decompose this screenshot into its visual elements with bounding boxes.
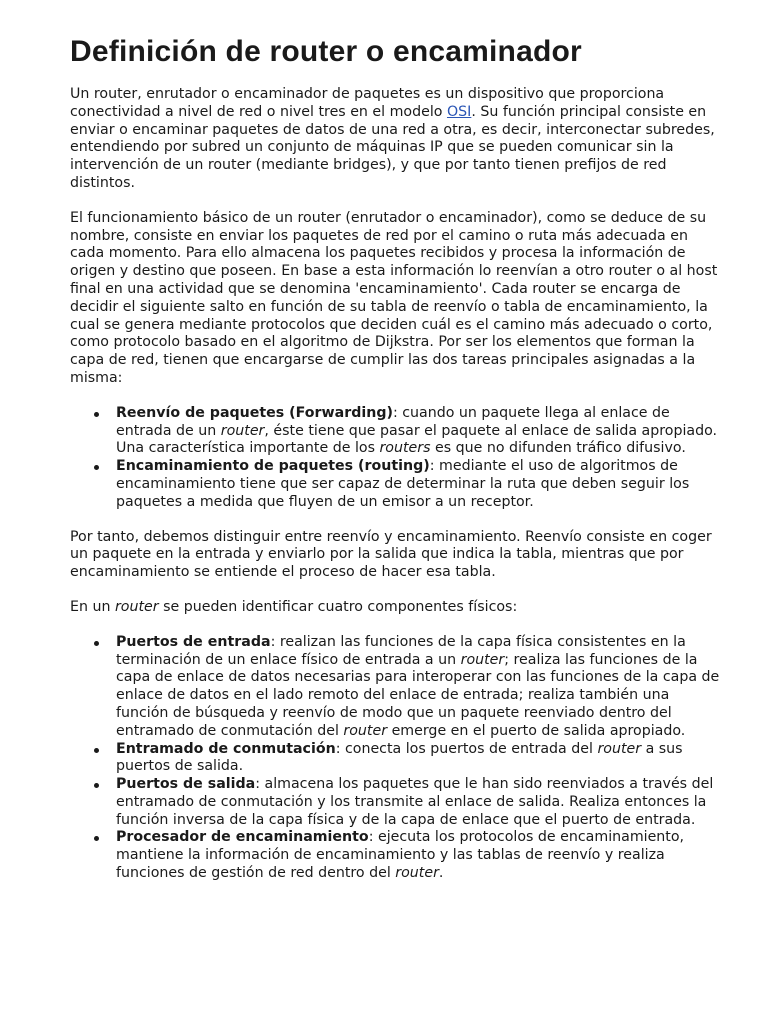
input-ports-text-2: ; realiza las funciones de la capa de enlace de datos necesarias para interoperar con las funciones de la capa de enlace de datos en el lado remoto del enlace de entrada; realiza también una función de búsqueda y reenvío de modo que un paquete reenviado dentro del entramado de conmutación del (116, 651, 720, 739)
list-item-switch-fabric (116, 741, 722, 777)
output-ports-text-1: : almacena los paquetes que le han sido reenviados a través del entramado de conmutación y los transmite al enlace de salida. Realiza entonces la función inversa de la capa física y de la capa de enlace que el puerto de entrada. (116, 776, 714, 828)
intro-text-before-link: Un router, enrutador o encaminador de paquetes es un dispositivo que proporciona conectividad a nivel de red o nivel tres en el modelo (70, 86, 665, 120)
input-ports-italic-1: router (460, 651, 505, 668)
input-ports-term: Puertos de entrada (116, 633, 271, 650)
list-item-output-ports (116, 776, 722, 829)
routing-text-1: : mediante el uso de algoritmos de encaminamiento tiene que ser capaz de determinar la ruta que deben seguir los paquetes a medida que fluyen de un emisor a un receptor. (116, 458, 690, 510)
list-item-routing-processor (116, 829, 722, 882)
routing-processor-italic-1: router (395, 865, 439, 882)
list-item-input-ports (116, 634, 722, 741)
forwarding-text-3: es que no difunden tráfico difusivo. (430, 440, 686, 457)
forwarding-term: Reenvío de paquetes (Forwarding) (116, 404, 393, 421)
page-title: Definición de router o encaminador (70, 35, 582, 68)
routing-processor-term: Procesador de encaminamiento (116, 829, 369, 846)
switch-fabric-text-2: a sus puertos de salida. (116, 740, 683, 775)
input-ports-text-3: emerge en el puerto de salida apropiado. (387, 722, 686, 739)
forwarding-text-2: , éste tiene que pasar el paquete al enlace de salida apropiado. Una característica importante de los (116, 422, 718, 457)
routing-term: Encaminamiento de paquetes (routing) (116, 458, 430, 475)
intro-text-after-link: . Su función principal consiste en enviar o encaminar paquetes de datos de una red a otra, es decir, interconectar subredes, entendiendo por subred un conjunto de máquinas IP que se pueden comunicar sin la intervención de un router (mediante bridges), y que por tanto tienen prefijos de red distintos. (70, 103, 715, 191)
components-intro-italic: router (114, 598, 159, 615)
forwarding-italic-1: router (220, 422, 265, 439)
list-item-forwarding (116, 405, 722, 458)
input-ports-text-1: : realizan las funciones de la capa física consistentes en la terminación de un enlace físico de entrada a un (116, 633, 686, 668)
routing-processor-text-1: : ejecuta los protocolos de encaminamiento, mantiene la información de encaminamiento y las tablas de reenvío y realiza funciones de gestión de red dentro del (116, 829, 685, 882)
forwarding-italic-2: routers (379, 440, 431, 457)
functioning-paragraph: El funcionamiento básico de un router (enrutador o encaminador), como se deduce de su nombre, consiste en enviar los paquetes de red por el camino o ruta más adecuada en cada momento. Para ello almacena los paquetes recibidos y procesa la información de origen y destino que poseen. En base a esta información lo reenvían a otro router o al host final en una actividad que se denomina 'encaminamiento'. Cada router se encarga de decidir el siguiente salto en función de su tabla de reenvío o tabla de encaminamiento, la cual se genera mediante protocolos que deciden cuál es el camino más adecuado o corto, como protocolo basado en el algoritmo de Dijkstra. Por ser los elementos que forman la capa de red, tienen que encargarse de cumplir las dos tareas principales asignadas a la misma: (70, 209, 718, 386)
tasks-list (70, 405, 722, 512)
switch-fabric-text-1: : conecta los puertos de entrada del (335, 740, 598, 757)
intro-paragraph (70, 86, 722, 193)
components-intro-text-2: se pueden identificar cuatro componentes físicos: (158, 598, 518, 615)
switch-fabric-term: Entramado de conmutación (116, 740, 336, 757)
document-page (70, 32, 722, 900)
components-intro-paragraph (70, 599, 722, 617)
routing-processor-text-2: . (438, 865, 444, 882)
forwarding-text-1: : cuando un paquete llega al enlace de entrada de un (116, 404, 670, 439)
components-intro-text-1: En un (70, 598, 115, 615)
input-ports-italic-2: router (343, 722, 388, 739)
distinguish-paragraph: Por tanto, debemos distinguir entre reenvío y encaminamiento. Reenvío consiste en coger un paquete en la entrada y enviarlo por la salida que indica la tabla, mientras que por encaminamiento se entiende el proceso de hacer esa tabla. (70, 528, 712, 581)
switch-fabric-italic-1: router (597, 740, 642, 757)
osi-link[interactable]: OSI (446, 103, 472, 120)
components-list (70, 634, 722, 883)
list-item-routing (116, 458, 722, 511)
output-ports-term: Puertos de salida (116, 776, 256, 793)
